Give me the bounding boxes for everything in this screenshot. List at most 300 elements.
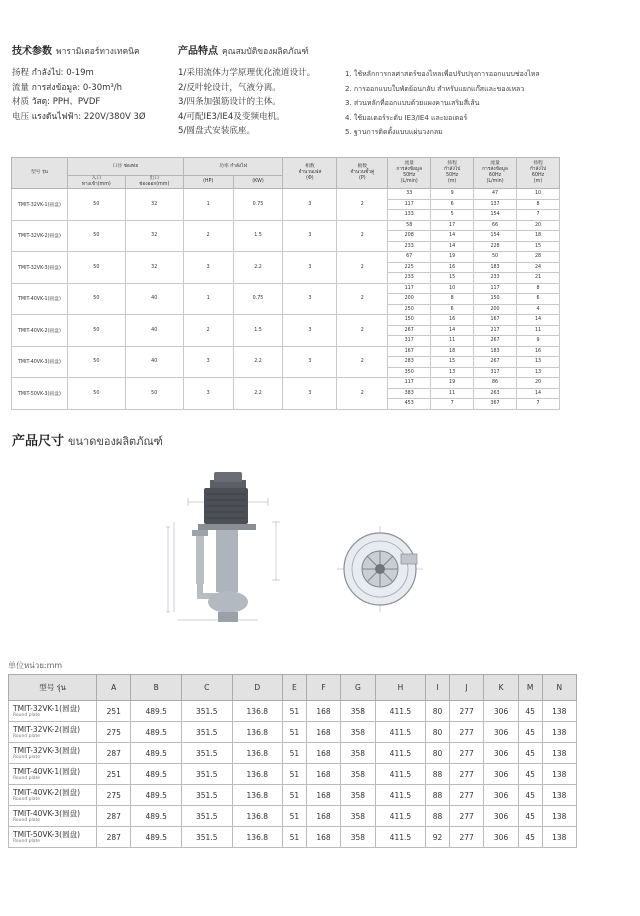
dim-header-m: M bbox=[518, 675, 542, 701]
spec-head60-cell: 28 bbox=[516, 252, 559, 263]
feature-cn-4: 4/可配IE3/IE4及变频电机。 bbox=[178, 111, 285, 122]
dim-value-cell: 358 bbox=[341, 827, 375, 848]
dim-value-cell: 287 bbox=[97, 806, 131, 827]
dim-value-cell: 45 bbox=[518, 827, 542, 848]
feature-th-4: 4. ใช้มอเตอร์ระดับ IE3/IE4 และมอเตอร์ bbox=[345, 113, 468, 122]
dim-value-cell: 92 bbox=[426, 827, 450, 848]
spec-header-flow60: 流量 การส่งข้อมูล 60Hz (L/min) bbox=[474, 158, 517, 189]
spec-flow60-cell: 267 bbox=[474, 357, 517, 368]
dim-value-cell: 168 bbox=[306, 785, 340, 806]
spec-head60-cell: 15 bbox=[516, 241, 559, 252]
spec-row bbox=[12, 346, 560, 357]
spec-model-cell: TMIT-40VK-2(圆盘) bbox=[12, 315, 68, 347]
dim-value-cell: 138 bbox=[542, 764, 577, 785]
spec-model-cell: TMIT-40VK-1(圆盘) bbox=[12, 283, 68, 315]
spec-header-caliber: 口径 ช่องท่อ bbox=[67, 158, 183, 176]
spec-hp-cell: 3 bbox=[183, 252, 233, 284]
spec-flow60-cell: 367 bbox=[474, 399, 517, 410]
spec-model-cell: TMIT-32VK-1(圆盘) bbox=[12, 189, 68, 221]
spec-flow50-cell: 67 bbox=[388, 252, 431, 263]
dim-value-cell: 358 bbox=[341, 722, 375, 743]
dim-value-cell: 411.5 bbox=[375, 827, 426, 848]
dim-value-cell: 411.5 bbox=[375, 785, 426, 806]
dim-header-f: F bbox=[306, 675, 340, 701]
spec-head60-cell: 21 bbox=[516, 273, 559, 284]
dim-value-cell: 138 bbox=[542, 806, 577, 827]
dim-value-cell: 411.5 bbox=[375, 764, 426, 785]
spec-flow60-cell: 66 bbox=[474, 220, 517, 231]
spec-inlet-cell: 50 bbox=[67, 346, 125, 378]
spec-poles-cell: 2 bbox=[337, 220, 388, 252]
feature-cn-5: 5/圆盘式安装底座。 bbox=[178, 126, 256, 136]
spec-phase-cell: 3 bbox=[283, 283, 337, 315]
spec-flow60-cell: 200 bbox=[474, 304, 517, 315]
features-list-cn bbox=[178, 66, 315, 139]
dim-value-cell: 351.5 bbox=[181, 743, 232, 764]
spec-phase-cell: 3 bbox=[283, 346, 337, 378]
spec-head60-cell: 10 bbox=[516, 189, 559, 200]
dim-model-cell bbox=[9, 743, 97, 764]
spec-hp-cell: 1 bbox=[183, 283, 233, 315]
dim-model-cell bbox=[9, 722, 97, 743]
dim-value-cell: 277 bbox=[449, 806, 483, 827]
tech-params-title: 技术参数 bbox=[12, 46, 52, 57]
spec-head60-cell: 13 bbox=[516, 357, 559, 368]
feature-th-5: 5. ฐานการติดตั้งแบบแผ่นวงกลม bbox=[345, 128, 443, 136]
dim-value-cell: 80 bbox=[426, 722, 450, 743]
dim-value-cell: 489.5 bbox=[131, 743, 182, 764]
dim-value-cell: 358 bbox=[341, 806, 375, 827]
spec-header-phase: 相数 จำนวนเฟส (Φ) bbox=[283, 158, 337, 189]
spec-flow60-cell: 228 bbox=[474, 241, 517, 252]
spec-header-inlet: 入口 ทางเข้า(mm) bbox=[67, 176, 125, 189]
spec-head50-cell: 14 bbox=[431, 241, 474, 252]
feature-th-3: 3. ส่วนหลักที่ออกแบบด้วยแผงคานเสริมสี่เส้น bbox=[345, 99, 480, 107]
spec-head60-cell: 18 bbox=[516, 231, 559, 242]
spec-flow60-cell: 137 bbox=[474, 199, 517, 210]
dim-model-name: TMIT-40VK-3(圆盘) bbox=[13, 808, 80, 818]
dim-row bbox=[9, 785, 577, 806]
dim-value-cell: 51 bbox=[283, 701, 307, 722]
dim-value-cell: 351.5 bbox=[181, 701, 232, 722]
dim-value-cell: 136.8 bbox=[232, 722, 283, 743]
spec-kw-cell: 1.5 bbox=[233, 315, 283, 347]
dim-model-name: TMIT-32VK-3(圆盘) bbox=[13, 745, 80, 755]
spec-table-body bbox=[12, 189, 560, 410]
spec-row bbox=[12, 283, 560, 294]
spec-hp-cell: 3 bbox=[183, 346, 233, 378]
spec-outlet-cell: 32 bbox=[125, 252, 183, 284]
spec-row bbox=[12, 189, 560, 200]
dim-value-cell: 306 bbox=[484, 785, 518, 806]
dim-value-cell: 489.5 bbox=[131, 722, 182, 743]
spec-header-flow50: 流量 การส่งข้อมูล 50Hz (L/min) bbox=[388, 158, 431, 189]
dimensions-title: 产品尺寸 bbox=[12, 434, 65, 449]
spec-flow50-cell: 117 bbox=[388, 283, 431, 294]
pump-casing bbox=[208, 591, 248, 613]
spec-flow50-cell: 200 bbox=[388, 294, 431, 305]
spec-outlet-cell: 32 bbox=[125, 220, 183, 252]
spec-phase-cell: 3 bbox=[283, 252, 337, 284]
spec-phase-cell: 3 bbox=[283, 378, 337, 410]
dim-value-cell: 489.5 bbox=[131, 764, 182, 785]
dim-value-cell: 411.5 bbox=[375, 806, 426, 827]
dim-value-cell: 358 bbox=[341, 701, 375, 722]
spec-head50-cell: 15 bbox=[431, 357, 474, 368]
dimensions-table bbox=[8, 674, 577, 848]
spec-head50-cell: 6 bbox=[431, 304, 474, 315]
dim-value-cell: 136.8 bbox=[232, 701, 283, 722]
features-title: 产品特点 bbox=[178, 46, 218, 57]
spec-outlet-cell: 32 bbox=[125, 189, 183, 221]
dim-value-cell: 351.5 bbox=[181, 764, 232, 785]
dim-value-cell: 306 bbox=[484, 701, 518, 722]
dim-value-cell: 168 bbox=[306, 743, 340, 764]
spec-head60-cell: 16 bbox=[516, 346, 559, 357]
spec-head50-cell: 16 bbox=[431, 315, 474, 326]
spec-poles-cell: 2 bbox=[337, 378, 388, 410]
dim-value-cell: 138 bbox=[542, 743, 577, 764]
tech-params-list bbox=[12, 66, 146, 124]
param-voltage: 电压 แรงดันไฟฟ้า: 220V/380V 3Ø bbox=[12, 111, 146, 122]
dim-value-cell: 351.5 bbox=[181, 806, 232, 827]
dim-value-cell: 358 bbox=[341, 743, 375, 764]
spec-outlet-cell: 40 bbox=[125, 283, 183, 315]
dim-value-cell: 351.5 bbox=[181, 722, 232, 743]
spec-header-outlet: 出口 ช่องออก(mm) bbox=[125, 176, 183, 189]
dim-row bbox=[9, 743, 577, 764]
dim-value-cell: 168 bbox=[306, 806, 340, 827]
dim-value-cell: 136.8 bbox=[232, 743, 283, 764]
dim-value-cell: 45 bbox=[518, 785, 542, 806]
dim-value-cell: 138 bbox=[542, 827, 577, 848]
spec-header-power: 功率 กำลังไฟ bbox=[183, 158, 283, 176]
dim-model-cell bbox=[9, 701, 97, 722]
spec-head60-cell: 7 bbox=[516, 210, 559, 221]
dim-value-cell: 138 bbox=[542, 722, 577, 743]
spec-flow50-cell: 267 bbox=[388, 325, 431, 336]
features-heading bbox=[178, 42, 309, 58]
dim-row bbox=[9, 722, 577, 743]
dim-header-i: I bbox=[426, 675, 450, 701]
spec-outlet-cell: 40 bbox=[125, 315, 183, 347]
spec-flow50-cell: 150 bbox=[388, 315, 431, 326]
spec-head50-cell: 7 bbox=[431, 399, 474, 410]
dim-value-cell: 51 bbox=[283, 785, 307, 806]
spec-head60-cell: 11 bbox=[516, 325, 559, 336]
spec-head50-cell: 14 bbox=[431, 231, 474, 242]
dim-value-cell: 168 bbox=[306, 764, 340, 785]
dim-value-cell: 88 bbox=[426, 785, 450, 806]
spec-header-head50: 扬程 กำลังไป 50Hz (m) bbox=[431, 158, 474, 189]
spec-head60-cell: 8 bbox=[516, 283, 559, 294]
dim-value-cell: 138 bbox=[542, 701, 577, 722]
dim-value-cell: 358 bbox=[341, 785, 375, 806]
spec-flow50-cell: 33 bbox=[388, 189, 431, 200]
spec-poles-cell: 2 bbox=[337, 346, 388, 378]
spec-flow60-cell: 263 bbox=[474, 388, 517, 399]
spec-flow50-cell: 283 bbox=[388, 357, 431, 368]
spec-head60-cell: 7 bbox=[516, 399, 559, 410]
spec-head60-cell: 6 bbox=[516, 294, 559, 305]
spec-flow60-cell: 217 bbox=[474, 325, 517, 336]
dimensions-heading bbox=[12, 430, 163, 450]
feature-cn-2: 2/反叶轮设计，气液分离。 bbox=[178, 82, 281, 93]
dim-header-d: D bbox=[232, 675, 283, 701]
spec-head50-cell: 16 bbox=[431, 262, 474, 273]
spec-head50-cell: 9 bbox=[431, 189, 474, 200]
dim-header-g: G bbox=[341, 675, 375, 701]
spec-flow60-cell: 267 bbox=[474, 336, 517, 347]
dim-value-cell: 306 bbox=[484, 743, 518, 764]
dim-value-cell: 306 bbox=[484, 764, 518, 785]
mount-plate bbox=[198, 524, 256, 530]
pump-side-view-drawing bbox=[158, 462, 298, 642]
spec-phase-cell: 3 bbox=[283, 220, 337, 252]
spec-flow60-cell: 50 bbox=[474, 252, 517, 263]
dim-model-sublabel: Round plate bbox=[13, 796, 41, 802]
dim-model-cell bbox=[9, 806, 97, 827]
spec-hp-cell: 2 bbox=[183, 315, 233, 347]
spec-header-model: 型号 รุ่น bbox=[12, 158, 68, 189]
discharge-pipe bbox=[196, 534, 204, 584]
dim-value-cell: 51 bbox=[283, 722, 307, 743]
dim-header-h: H bbox=[375, 675, 426, 701]
spec-flow50-cell: 383 bbox=[388, 388, 431, 399]
feature-th-1: 1. ใช้หลักการกลศาสตร์ของไหลเพื่อปรับปรุงการออกแบบช่องไหล bbox=[345, 70, 540, 78]
dim-value-cell: 51 bbox=[283, 806, 307, 827]
spec-flow50-cell: 117 bbox=[388, 199, 431, 210]
dim-value-cell: 489.5 bbox=[131, 806, 182, 827]
dim-model-name: TMIT-32VK-2(圆盘) bbox=[13, 724, 80, 734]
spec-flow60-cell: 154 bbox=[474, 210, 517, 221]
dim-value-cell: 136.8 bbox=[232, 785, 283, 806]
spec-kw-cell: 2.2 bbox=[233, 252, 283, 284]
dim-value-cell: 358 bbox=[341, 764, 375, 785]
spec-flow50-cell: 133 bbox=[388, 210, 431, 221]
param-material: 材质 วัสดุ: PPH、PVDF bbox=[12, 97, 101, 107]
spec-head50-cell: 5 bbox=[431, 210, 474, 221]
spec-header-head60: 扬程 กำลังไป 60Hz (m) bbox=[516, 158, 559, 189]
spec-flow50-cell: 350 bbox=[388, 367, 431, 378]
dim-value-cell: 411.5 bbox=[375, 701, 426, 722]
feature-cn-1: 1/采用流体力学原理优化流道设计。 bbox=[178, 68, 316, 78]
dim-value-cell: 136.8 bbox=[232, 764, 283, 785]
dim-value-cell: 351.5 bbox=[181, 785, 232, 806]
dim-header-a: A bbox=[97, 675, 131, 701]
dim-value-cell: 275 bbox=[97, 785, 131, 806]
tech-params-heading bbox=[12, 42, 140, 58]
dim-header-n: N bbox=[542, 675, 577, 701]
feature-th-2: 2. การออกแบบใบพัดย้อนกลับ สำหรับแยกแก๊สและของเหลว bbox=[345, 84, 525, 93]
dim-value-cell: 168 bbox=[306, 701, 340, 722]
unit-label: 单位หน่วย:mm bbox=[8, 661, 63, 670]
spec-header-poles: 极数 จำนวนขั้วคู่ (P) bbox=[337, 158, 388, 189]
dim-value-cell: 277 bbox=[449, 785, 483, 806]
pump-inlet bbox=[218, 612, 238, 622]
dim-value-cell: 45 bbox=[518, 764, 542, 785]
dim-model-sublabel: Round plate bbox=[13, 733, 41, 739]
spec-inlet-cell: 50 bbox=[67, 283, 125, 315]
dim-model-sublabel: Round plate bbox=[13, 838, 41, 844]
dim-model-sublabel: Round plate bbox=[13, 817, 41, 823]
spec-phase-cell: 3 bbox=[283, 315, 337, 347]
spec-head60-cell: 20 bbox=[516, 378, 559, 389]
dim-model-cell bbox=[9, 785, 97, 806]
dim-value-cell: 351.5 bbox=[181, 827, 232, 848]
spec-inlet-cell: 50 bbox=[67, 315, 125, 347]
spec-head60-cell: 13 bbox=[516, 367, 559, 378]
dim-value-cell: 51 bbox=[283, 827, 307, 848]
dim-value-cell: 45 bbox=[518, 806, 542, 827]
dim-value-cell: 287 bbox=[97, 827, 131, 848]
spec-hp-cell: 2 bbox=[183, 220, 233, 252]
spec-kw-cell: 0.75 bbox=[233, 189, 283, 221]
spec-kw-cell: 2.2 bbox=[233, 346, 283, 378]
dim-value-cell: 306 bbox=[484, 722, 518, 743]
dim-model-name: TMIT-32VK-1(圆盘) bbox=[13, 703, 80, 713]
spec-head60-cell: 9 bbox=[516, 336, 559, 347]
spec-flow60-cell: 183 bbox=[474, 346, 517, 357]
spec-flow60-cell: 167 bbox=[474, 315, 517, 326]
spec-head60-cell: 20 bbox=[516, 220, 559, 231]
param-flow: 流量 การส่งข้อมูล: 0-30m³/h bbox=[12, 82, 123, 93]
spec-head50-cell: 8 bbox=[431, 294, 474, 305]
spec-flow50-cell: 453 bbox=[388, 399, 431, 410]
pump-column bbox=[216, 530, 238, 592]
dim-header-e: E bbox=[283, 675, 307, 701]
dim-model-cell bbox=[9, 827, 97, 848]
spec-flow50-cell: 233 bbox=[388, 241, 431, 252]
discharge-flange bbox=[192, 530, 208, 536]
dimensions-header-row bbox=[9, 675, 577, 701]
features-title-th: คุณสมบัติของผลิตภัณฑ์ bbox=[222, 47, 309, 57]
spec-head50-cell: 17 bbox=[431, 220, 474, 231]
dim-model-cell bbox=[9, 764, 97, 785]
dim-value-cell: 138 bbox=[542, 785, 577, 806]
spec-flow60-cell: 86 bbox=[474, 378, 517, 389]
outlet-port bbox=[401, 554, 417, 564]
features-list-th bbox=[345, 67, 540, 140]
dim-value-cell: 45 bbox=[518, 722, 542, 743]
dim-value-cell: 88 bbox=[426, 806, 450, 827]
spec-outlet-cell: 50 bbox=[125, 378, 183, 410]
dim-value-cell: 80 bbox=[426, 701, 450, 722]
dim-row bbox=[9, 827, 577, 848]
spec-flow50-cell: 58 bbox=[388, 220, 431, 231]
dim-value-cell: 489.5 bbox=[131, 701, 182, 722]
dim-model-name: TMIT-40VK-2(圆盘) bbox=[13, 787, 80, 797]
dim-value-cell: 277 bbox=[449, 827, 483, 848]
spec-kw-cell: 1.5 bbox=[233, 220, 283, 252]
dim-value-cell: 136.8 bbox=[232, 806, 283, 827]
tech-params-title-th: พารามิเตอร์ทางเทคนิค bbox=[56, 47, 140, 57]
pump-top-view-drawing bbox=[335, 524, 425, 614]
dim-value-cell: 88 bbox=[426, 764, 450, 785]
spec-head50-cell: 11 bbox=[431, 388, 474, 399]
spec-kw-cell: 2.2 bbox=[233, 378, 283, 410]
spec-head50-cell: 19 bbox=[431, 378, 474, 389]
spec-flow60-cell: 150 bbox=[474, 294, 517, 305]
dim-value-cell: 489.5 bbox=[131, 827, 182, 848]
dim-row bbox=[9, 701, 577, 722]
dim-value-cell: 80 bbox=[426, 743, 450, 764]
dim-header-b: B bbox=[131, 675, 182, 701]
dim-header-c: C bbox=[181, 675, 232, 701]
dim-header-j: J bbox=[449, 675, 483, 701]
dim-row bbox=[9, 764, 577, 785]
dim-value-cell: 277 bbox=[449, 743, 483, 764]
spec-head60-cell: 4 bbox=[516, 304, 559, 315]
spec-flow60-cell: 117 bbox=[474, 283, 517, 294]
dim-value-cell: 411.5 bbox=[375, 743, 426, 764]
dim-header-model: 型号 รุ่น bbox=[9, 675, 97, 701]
spec-flow60-cell: 154 bbox=[474, 231, 517, 242]
spec-poles-cell: 2 bbox=[337, 252, 388, 284]
spec-row bbox=[12, 252, 560, 263]
dim-value-cell: 489.5 bbox=[131, 785, 182, 806]
spec-header-kw: (KW) bbox=[233, 176, 283, 189]
spec-row bbox=[12, 220, 560, 231]
spec-phase-cell: 3 bbox=[283, 189, 337, 221]
dim-value-cell: 287 bbox=[97, 743, 131, 764]
dim-value-cell: 51 bbox=[283, 743, 307, 764]
spec-head50-cell: 18 bbox=[431, 346, 474, 357]
dim-value-cell: 251 bbox=[97, 701, 131, 722]
dim-model-name: TMIT-40VK-1(圆盘) bbox=[13, 766, 80, 776]
spec-flow60-cell: 47 bbox=[474, 189, 517, 200]
spec-inlet-cell: 50 bbox=[67, 378, 125, 410]
dim-value-cell: 45 bbox=[518, 743, 542, 764]
spec-head50-cell: 11 bbox=[431, 336, 474, 347]
spec-flow60-cell: 317 bbox=[474, 367, 517, 378]
spec-inlet-cell: 50 bbox=[67, 220, 125, 252]
spec-model-cell: TMIT-32VK-2(圆盘) bbox=[12, 220, 68, 252]
spec-flow60-cell: 233 bbox=[474, 273, 517, 284]
dim-value-cell: 306 bbox=[484, 806, 518, 827]
spec-flow50-cell: 250 bbox=[388, 304, 431, 315]
spec-head50-cell: 13 bbox=[431, 367, 474, 378]
dim-value-cell: 277 bbox=[449, 722, 483, 743]
spec-model-cell: TMIT-32VK-3(圆盘) bbox=[12, 252, 68, 284]
spec-head60-cell: 24 bbox=[516, 262, 559, 273]
dim-value-cell: 45 bbox=[518, 701, 542, 722]
spec-head50-cell: 19 bbox=[431, 252, 474, 263]
dim-value-cell: 168 bbox=[306, 827, 340, 848]
spec-hp-cell: 3 bbox=[183, 378, 233, 410]
spec-flow50-cell: 225 bbox=[388, 262, 431, 273]
spec-kw-cell: 0.75 bbox=[233, 283, 283, 315]
dim-value-cell: 306 bbox=[484, 827, 518, 848]
dim-model-sublabel: Round plate bbox=[13, 712, 41, 718]
spec-head60-cell: 14 bbox=[516, 315, 559, 326]
spec-model-cell: TMIT-50VK-3(圆盘) bbox=[12, 378, 68, 410]
spec-header-hp: (HP) bbox=[183, 176, 233, 189]
dim-value-cell: 168 bbox=[306, 722, 340, 743]
spec-flow50-cell: 117 bbox=[388, 378, 431, 389]
motor-fan-cover bbox=[214, 472, 242, 482]
spec-flow60-cell: 183 bbox=[474, 262, 517, 273]
dimensions-table-body bbox=[9, 701, 577, 848]
spec-head50-cell: 10 bbox=[431, 283, 474, 294]
dim-value-cell: 51 bbox=[283, 764, 307, 785]
dimensions-title-th: ขนาดของผลิตภัณฑ์ bbox=[68, 435, 163, 448]
dim-value-cell: 136.8 bbox=[232, 827, 283, 848]
spec-inlet-cell: 50 bbox=[67, 189, 125, 221]
dim-value-cell: 275 bbox=[97, 722, 131, 743]
param-head: 扬程 กำลังไป: 0-19m bbox=[12, 68, 94, 78]
dim-model-sublabel: Round plate bbox=[13, 775, 41, 781]
